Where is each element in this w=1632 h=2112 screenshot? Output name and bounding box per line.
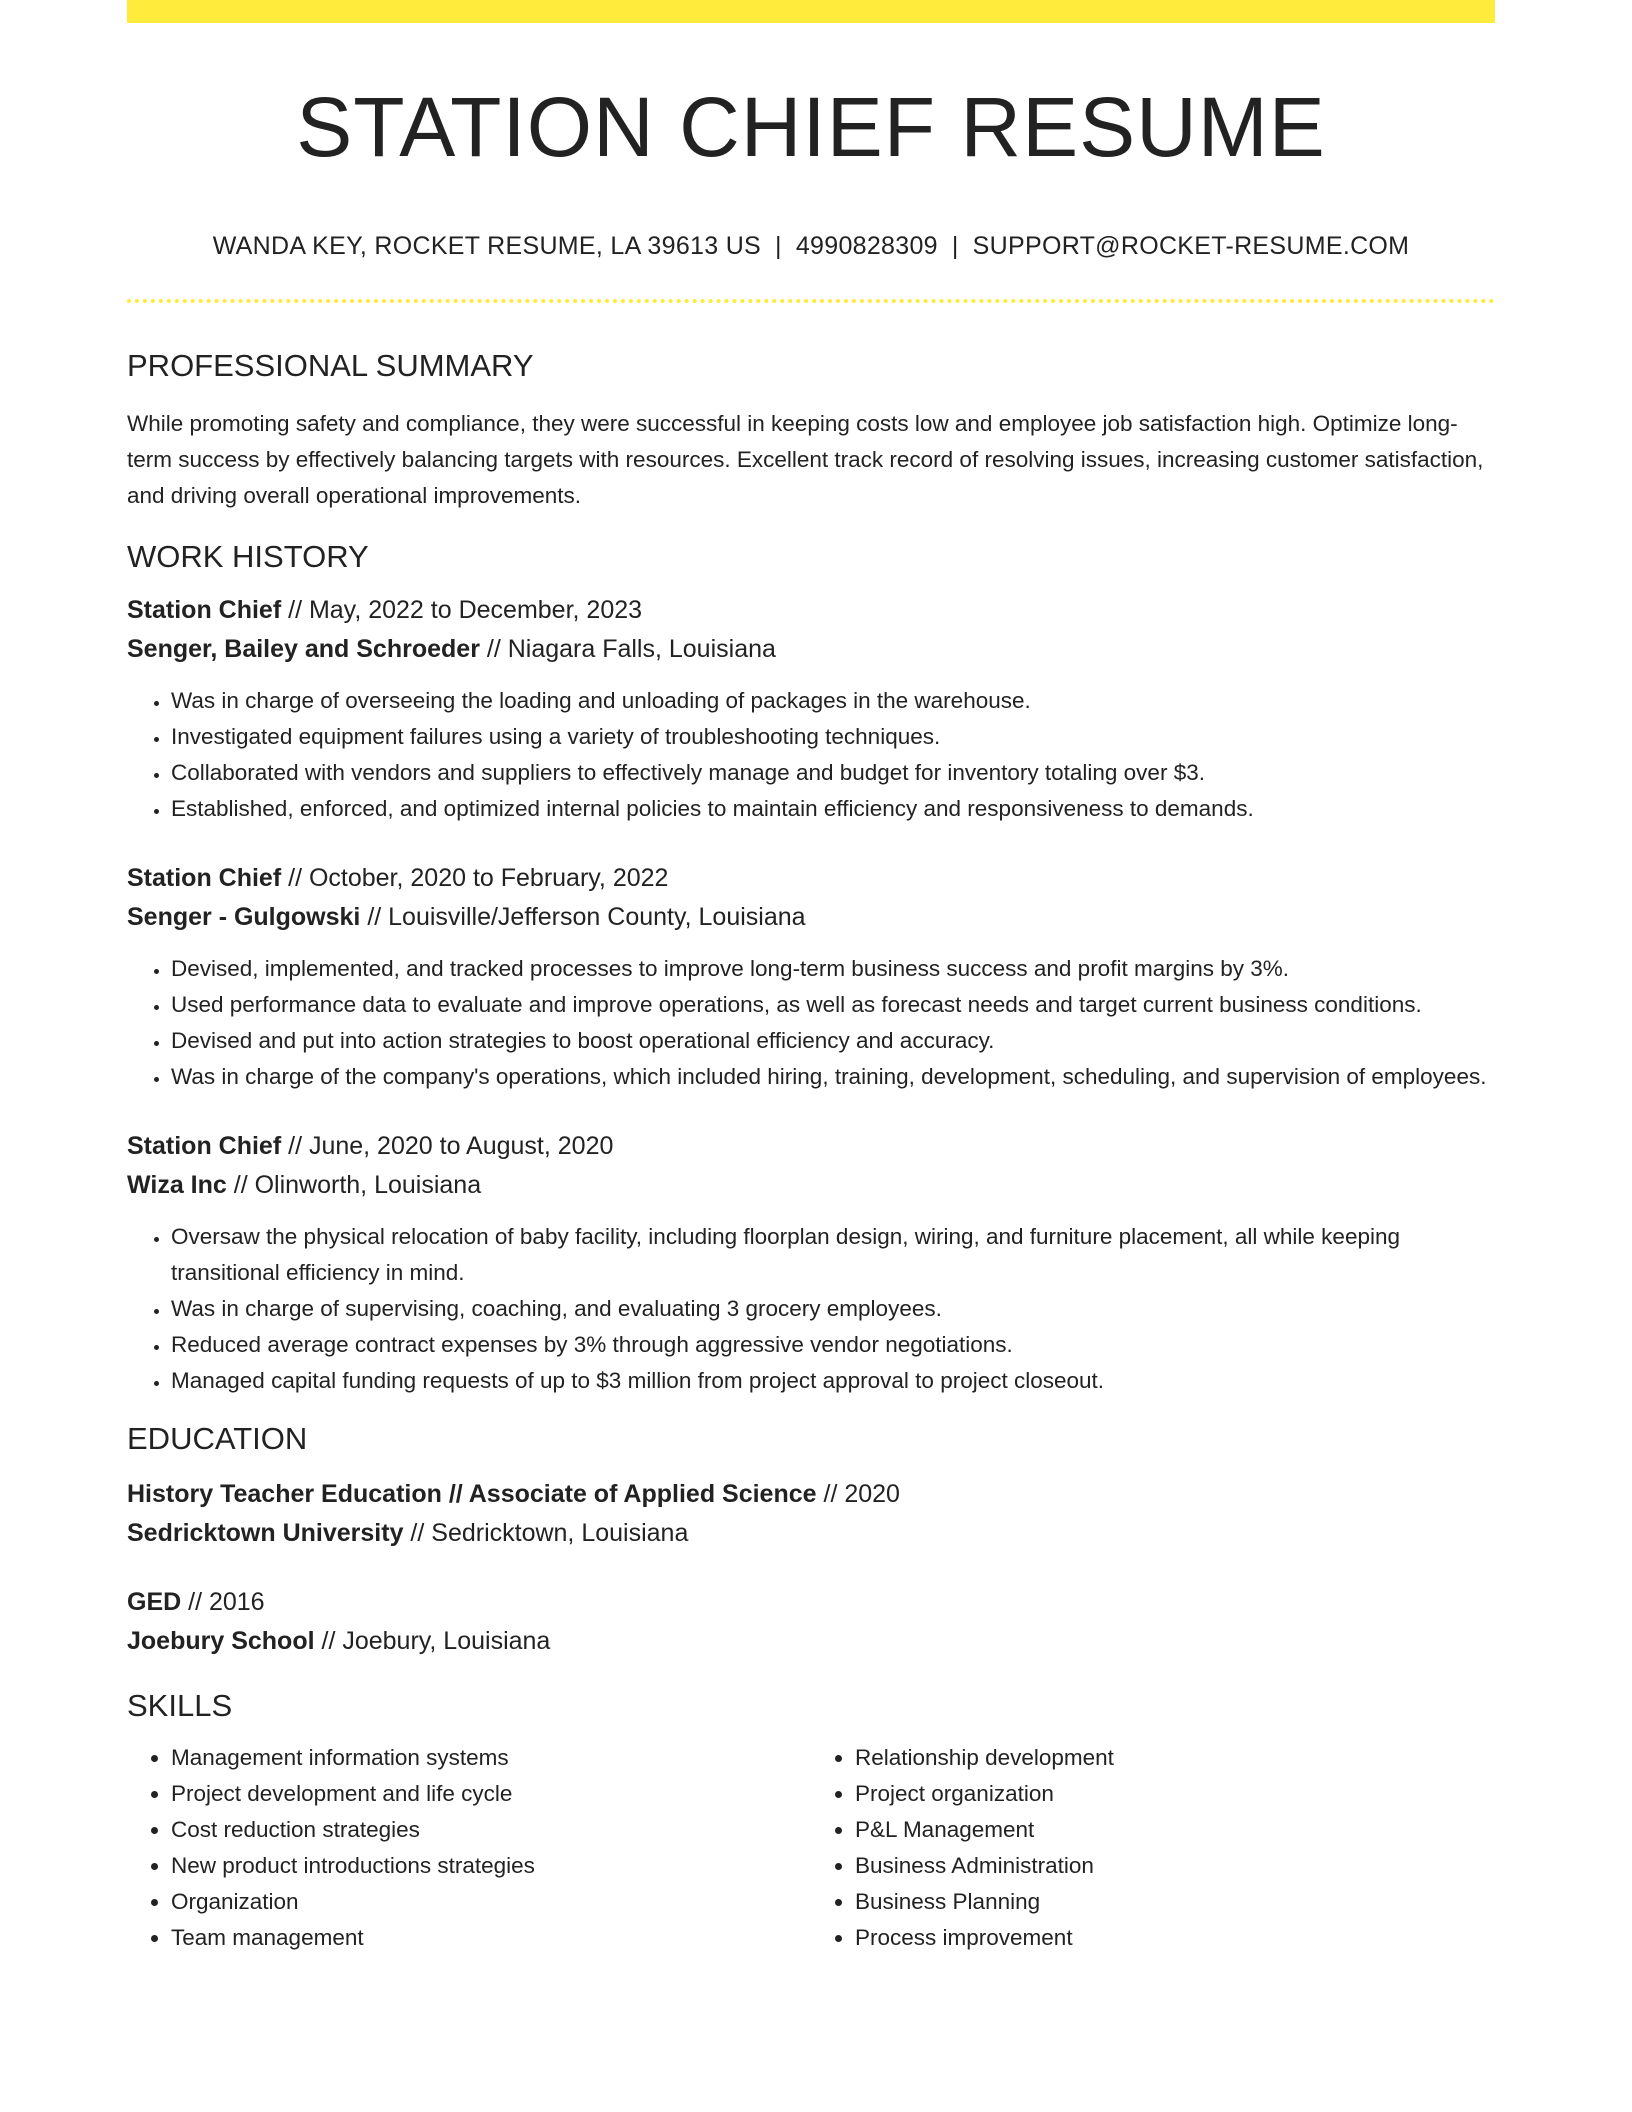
top-accent-bar (127, 0, 1495, 23)
job-location: // Niagara Falls, Louisiana (479, 635, 776, 663)
contact-phone: 4990828309 (795, 232, 938, 260)
job-bullet: • Was in charge of the company's operations, which included hiring, training, development, scheduling, and supervision of employees. (171, 1059, 1495, 1095)
skill-item: • Cost reduction strategies (171, 1812, 811, 1848)
job-company: Senger - Gulgowski (127, 903, 361, 931)
job-title: Station Chief (127, 864, 282, 892)
job-company: Wiza Inc (127, 1171, 227, 1199)
summary-heading: PROFESSIONAL SUMMARY (127, 348, 534, 383)
job-bullet: • Oversaw the physical relocation of baby facility, including floorplan design, wiring, and furniture placement, all while keeping transitional efficiency in mind. (171, 1219, 1495, 1291)
education-entry (127, 1583, 1495, 1661)
job-bullets (127, 683, 1495, 827)
education-degree: History Teacher Education // Associate of Applied Science (127, 1480, 817, 1508)
resume-title: STATION CHIEF RESUME (296, 80, 1326, 174)
contact-separator: | (951, 232, 959, 260)
job-bullet: • Was in charge of supervising, coaching, and evaluating 3 grocery employees. (171, 1291, 1495, 1327)
job-bullet: • Reduced average contract expenses by 3% through aggressive vendor negotiations. (171, 1327, 1495, 1363)
job-bullet: • Used performance data to evaluate and improve operations, as well as forecast needs and target current business conditions. (171, 987, 1495, 1023)
job-bullet: • Managed capital funding requests of up to $3 million from project approval to project closeout. (171, 1363, 1495, 1399)
job-bullets (127, 951, 1495, 1095)
contact-address: WANDA KEY, ROCKET RESUME, LA 39613 US (212, 232, 762, 260)
job-title: Station Chief (127, 1132, 282, 1160)
education-year: // 2016 (181, 1588, 265, 1616)
job-entry (127, 1127, 1495, 1399)
job-header (127, 859, 1495, 937)
education-location: // Joebury, Louisiana (314, 1627, 551, 1655)
job-location: // Olinworth, Louisiana (226, 1171, 482, 1199)
skill-item: • Business Planning (855, 1884, 1495, 1920)
contact-email[interactable]: SUPPORT@ROCKET-RESUME.COM (972, 232, 1410, 260)
job-bullet: • Was in charge of overseeing the loading and unloading of packages in the warehouse. (171, 683, 1495, 719)
skill-item: • Organization (171, 1884, 811, 1920)
skill-item: • P&L Management (855, 1812, 1495, 1848)
job-location: // Louisville/Jefferson County, Louisiana (360, 903, 806, 931)
job-company: Senger, Bailey and Schroeder (127, 635, 480, 663)
job-bullet: • Devised and put into action strategies to boost operational efficiency and accuracy. (171, 1023, 1495, 1059)
skill-item: • Business Administration (855, 1848, 1495, 1884)
job-bullet: • Collaborated with vendors and suppliers to effectively manage and budget for inventory totaling over $3. (171, 755, 1495, 791)
skill-item: • Team management (171, 1920, 811, 1956)
contact-separator: | (775, 232, 782, 260)
education-school: Joebury School (127, 1627, 315, 1655)
job-bullet: • Investigated equipment failures using a variety of troubleshooting techniques. (171, 719, 1495, 755)
job-bullets (127, 1219, 1495, 1399)
skill-item: • New product introductions strategies (171, 1848, 811, 1884)
job-title: Station Chief (127, 596, 282, 624)
job-entry (127, 591, 1495, 827)
skill-item: • Process improvement (855, 1920, 1495, 1956)
skill-item: • Management information systems (171, 1740, 811, 1776)
education-heading: EDUCATION (127, 1421, 308, 1456)
skills-column-left (127, 1740, 811, 1956)
skill-item: • Project organization (855, 1776, 1495, 1812)
education-year: // 2020 (816, 1480, 900, 1508)
skills-columns (127, 1740, 1495, 1956)
skills-list (127, 1740, 811, 1956)
job-bullet: • Devised, implemented, and tracked processes to improve long-term business success and profit margins by 3%. (171, 951, 1495, 987)
dotted-divider (127, 299, 1495, 303)
education-school: Sedricktown University (127, 1519, 404, 1547)
skills-list (811, 1740, 1495, 1956)
job-dates: // May, 2022 to December, 2023 (281, 596, 643, 624)
job-dates: // October, 2020 to February, 2022 (281, 864, 669, 892)
work-history-heading: WORK HISTORY (127, 539, 369, 574)
education-entry (127, 1475, 1495, 1553)
education-location: // Sedricktown, Louisiana (403, 1519, 689, 1547)
resume-page (127, 0, 1495, 1956)
skills-column-right (811, 1740, 1495, 1956)
summary-text: While promoting safety and compliance, they were successful in keeping costs low and employee job satisfaction high. Optimize long-term success by effectively balancing targets with resources. Excellent track record of resolving issues, increasing customer satisfaction, and driving overall operational improvements. (127, 411, 1484, 508)
job-dates: // June, 2020 to August, 2020 (281, 1132, 614, 1160)
job-entry (127, 859, 1495, 1095)
skills-heading: SKILLS (127, 1688, 233, 1723)
contact-line (127, 231, 1495, 261)
job-bullet: • Established, enforced, and optimized internal policies to maintain efficiency and responsiveness to demands. (171, 791, 1495, 827)
job-header (127, 591, 1495, 669)
job-header (127, 1127, 1495, 1205)
skill-item: • Project development and life cycle (171, 1776, 811, 1812)
skill-item: • Relationship development (855, 1740, 1495, 1776)
education-degree: GED (127, 1588, 182, 1616)
